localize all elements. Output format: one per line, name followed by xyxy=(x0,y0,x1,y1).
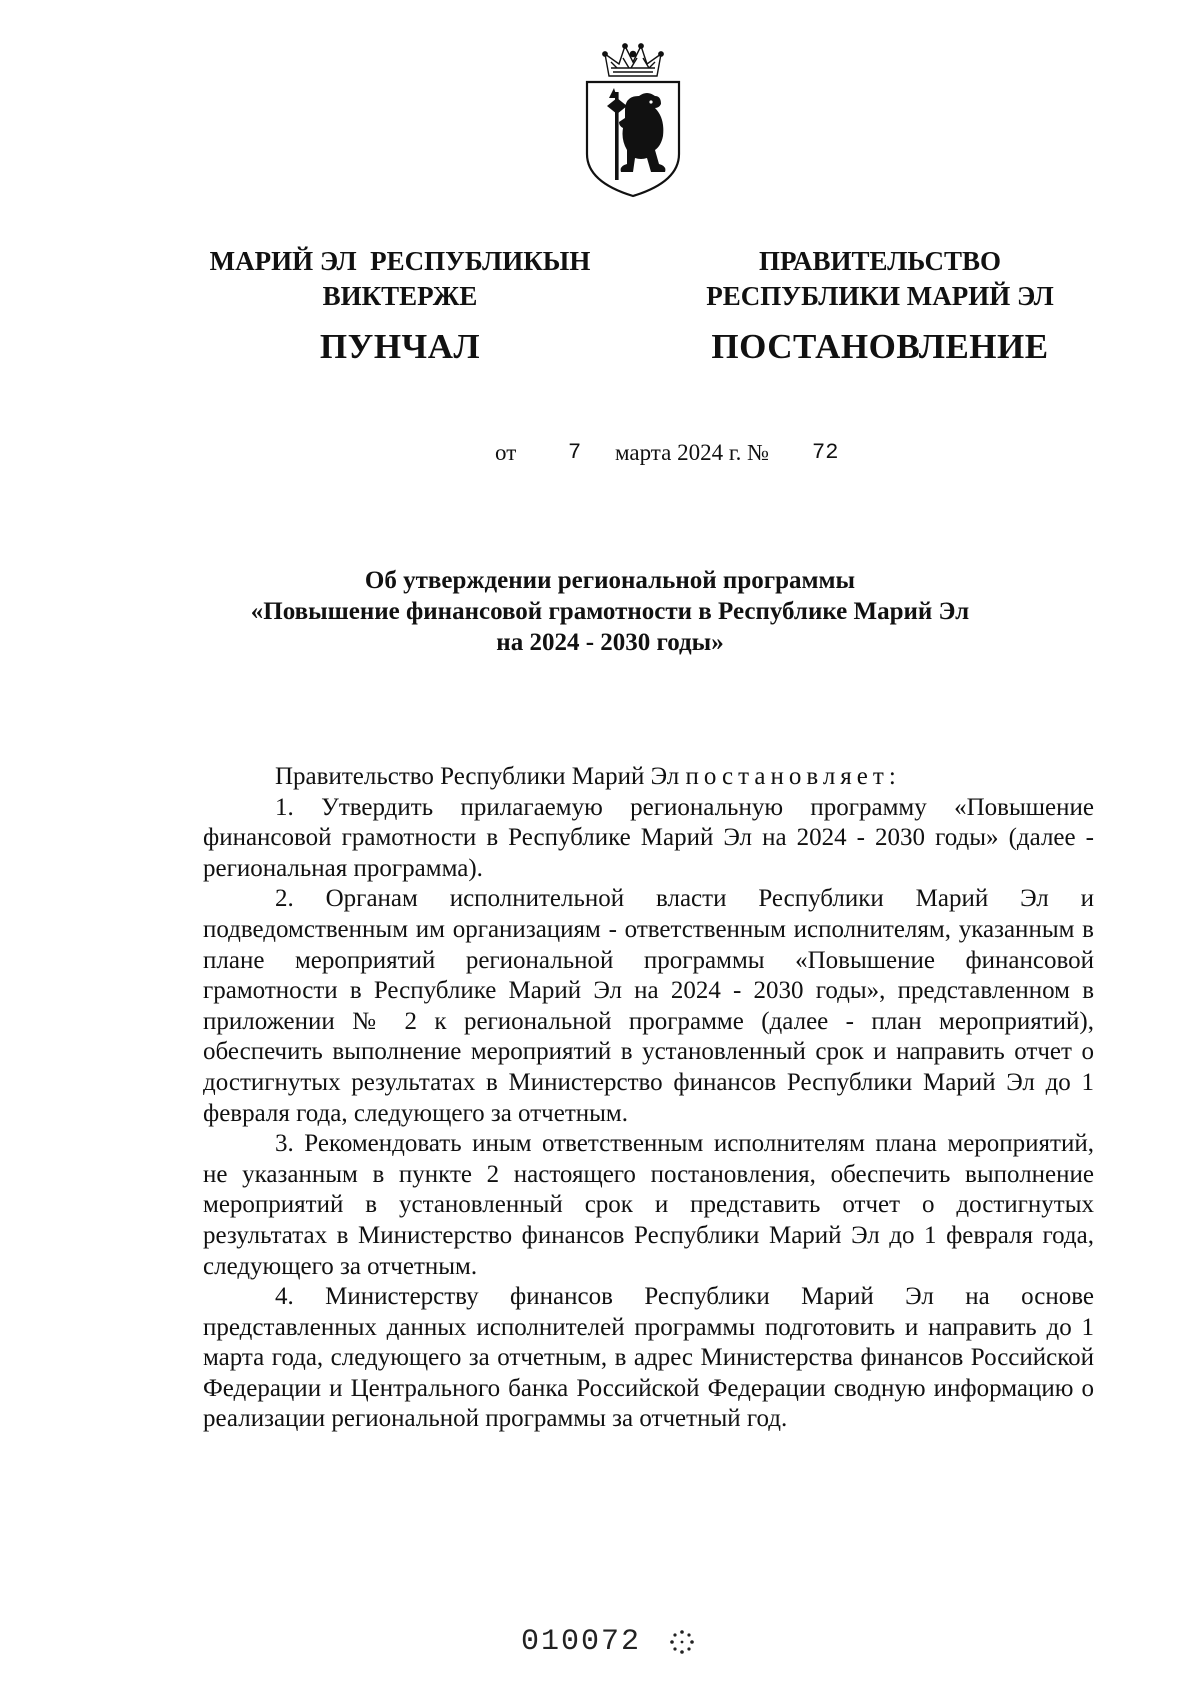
header-right-doc-kind: ПОСТАНОВЛЕНИЕ xyxy=(711,327,1049,366)
title-line1: Об утверждении региональной программы xyxy=(364,567,856,594)
title-line2: «Повышение финансовой грамотности в Республике Марий Эл xyxy=(250,598,970,625)
document-title xyxy=(180,565,1040,658)
header-right-block xyxy=(620,244,1140,368)
date-day: 7 xyxy=(568,440,582,465)
intro-verb: постановляет: xyxy=(685,763,901,790)
intro-paragraph xyxy=(203,762,1094,793)
paragraph-1: 1. Утвердить прилагаемую региональную программу «Повышение финансовой грамотности в Республике Марий Эл на 2024 - 2030 годы» (далее - региональная программа). xyxy=(203,793,1094,882)
paragraph-3: 3. Рекомендовать иным ответственным исполнителям плана мероприятий, не указанным в пункте 2 настоящего постановления, обеспечить выполнение мероприятий в установленный срок и представить отчет о достигнутых результатах в Министерство финансов Республики Марий Эл до 1 февраля года, следующего за отчетным. xyxy=(203,1130,1094,1280)
header-left-line1: МАРИЙ ЭЛ РЕСПУБЛИКЫН xyxy=(209,246,591,276)
paragraph-2: 2. Органам исполнительной власти Республики Марий Эл и подведомственным им организациям - ответственным исполнителям, указанным в плане мероприятий региональной программы «Повышение финансовой грамотности в Республике Марий Эл на 2024 - 2030 годы», представленном в приложении № 2 к региональной программе (далее - план мероприятий), обеспечить выполнение мероприятий в установленный срок и направить отчет о достигнутых результатах в Министерство финансов Республики Марий Эл до 1 февраля года, следующего за отчетным. xyxy=(203,885,1094,1127)
header-right-line2: РЕСПУБЛИКИ МАРИЙ ЭЛ xyxy=(706,281,1054,311)
coat-of-arms-icon xyxy=(581,42,685,198)
header-left-line2: ВИКТЕРЖЕ xyxy=(322,281,478,311)
header-left-block xyxy=(140,244,660,368)
stamp-mark-icon xyxy=(668,1628,696,1656)
intro-subject: Правительство Республики Марий Эл xyxy=(275,763,680,790)
paragraph-4: 4. Министерству финансов Республики Марий Эл на основе представленных данных исполнителей программы подготовить и направить до 1 марта года, следующего за отчетным, в адрес Министерства финансов Российской Федерации и Центрального банка Российской Федерации сводную информацию о реализации региональной программы за отчетный год. xyxy=(203,1283,1094,1433)
document-body xyxy=(203,762,1094,1435)
document-number: 72 xyxy=(812,440,839,465)
date-prefix: от xyxy=(495,440,517,465)
date-month-year: марта 2024 г. № xyxy=(615,440,770,465)
title-line3: на 2024 - 2030 годы» xyxy=(496,629,724,656)
header-right-line1: ПРАВИТЕЛЬСТВО xyxy=(758,246,1002,276)
header-left-doc-kind: ПУНЧАЛ xyxy=(319,327,481,366)
serial-number: 010072 xyxy=(521,1625,642,1659)
